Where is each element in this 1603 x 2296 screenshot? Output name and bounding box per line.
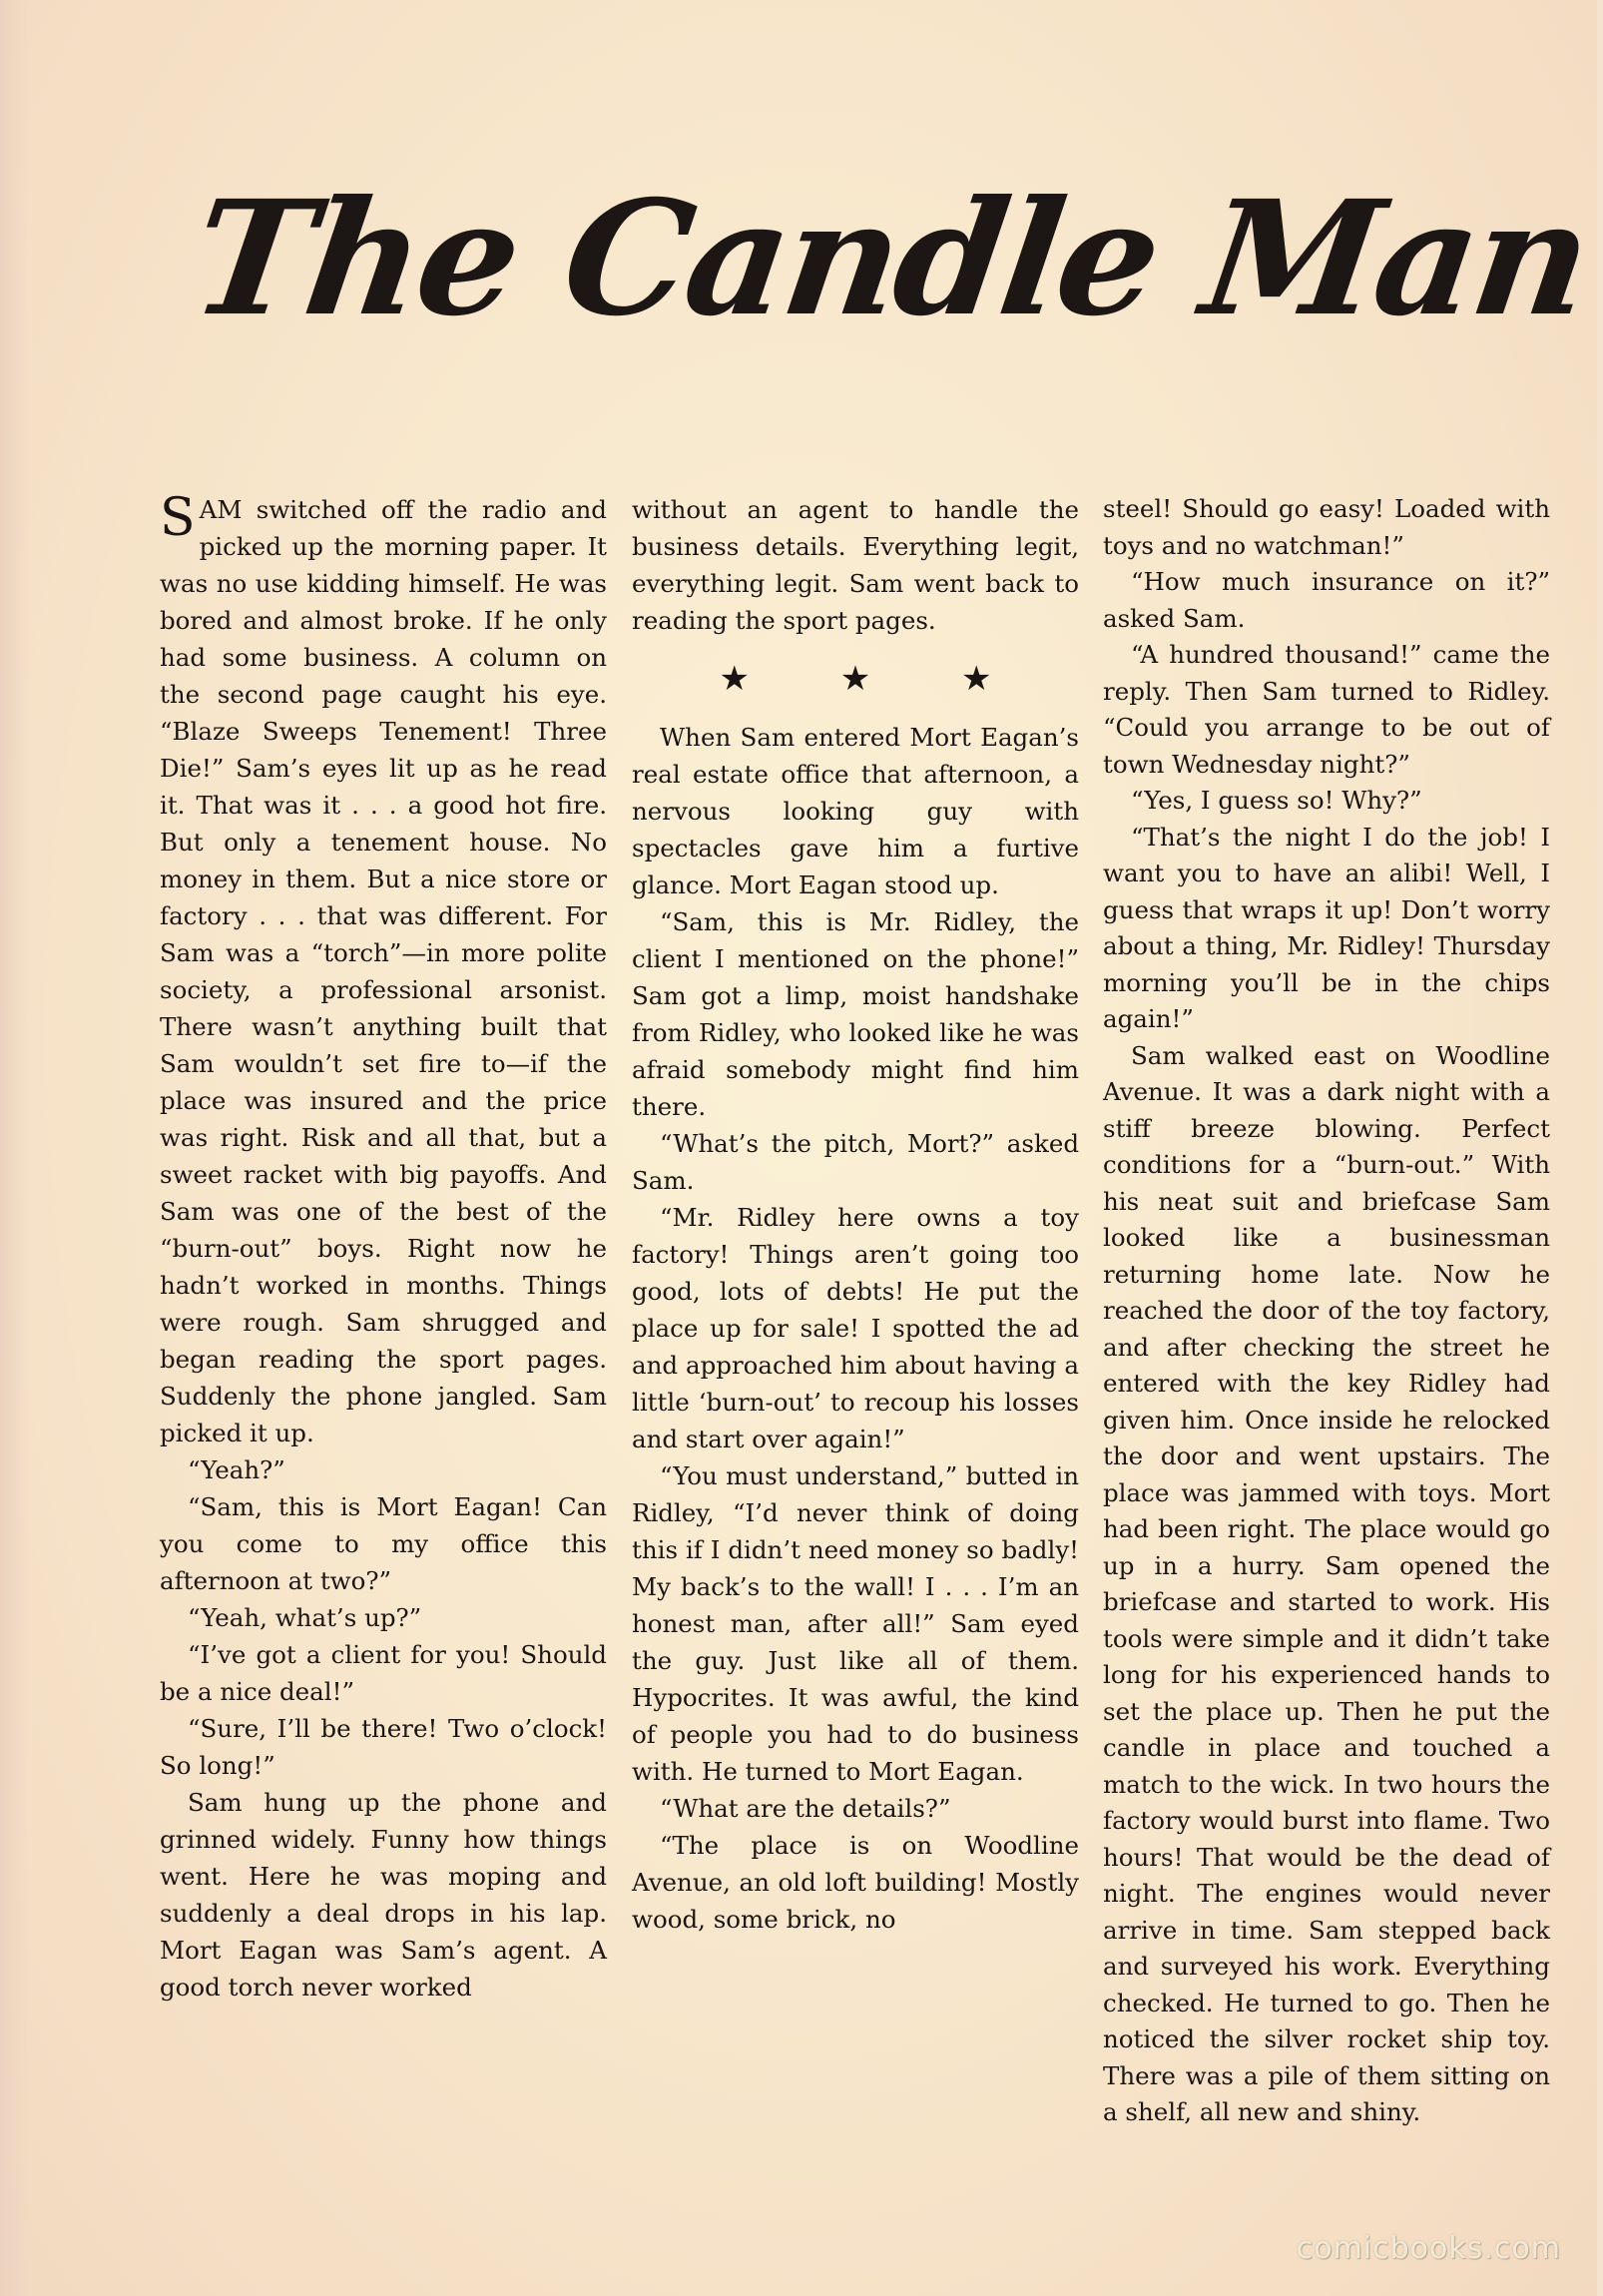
paragraph: “Yes, I guess so! Why?” <box>1131 786 1422 815</box>
paragraph: “You must understand,” butted in Ridley, “I’d never think of doing this if I didn’t need money so badly! My back’s to the wall! I . . . I’m an honest man, after all!” Sam eyed the guy. Just like all of them. Hypocrites. It was awful, the kind of people you had to do business with. He turned to Mort Eagan. <box>632 1461 1079 1786</box>
paragraph: Sam hung up the phone and grinned widely. Funny how things went. Here he was moping and suddenly a deal drops in his lap. Mort Eagan was Sam’s agent. A good torch never worked <box>160 1788 607 2002</box>
paragraph: “What are the details?” <box>660 1794 951 1823</box>
paragraph: “Sam, this is Mr. Ridley, the client I mentioned on the phone!” Sam got a limp, moist handshake from Ridley, who looked like he was afraid somebody might find him there. <box>632 907 1079 1121</box>
paragraph: “How much insurance on it?” asked Sam. <box>1103 567 1550 633</box>
drop-cap: S <box>160 488 196 548</box>
paragraph: “That’s the night I do the job! I want you to have an alibi! Well, I guess that wraps it up! Don’t worry about a thing, Mr. Ridley! Thursday morning you’ll be in the chips again!” <box>1103 822 1550 1033</box>
paragraph: “What’s the pitch, Mort?” asked Sam. <box>632 1129 1079 1195</box>
site-watermark: comicbooks.com <box>1296 2231 1561 2266</box>
section-break-stars: ★ ★ ★ <box>719 659 1032 699</box>
story-title: The Candle Man <box>182 167 1599 351</box>
paragraph: “The place is on Woodline Avenue, an old loft building! Mostly wood, some brick, no <box>632 1831 1079 1934</box>
paragraph: “Sam, this is Mort Eagan! Can you come to my office this afternoon at two?” <box>160 1492 607 1595</box>
text-column-3 <box>1103 491 1550 2126</box>
paragraph: without an agent to handle the business details. Everything legit, everything legit. Sam went back to reading the sport pages. <box>632 495 1079 635</box>
paragraph: steel! Should go easy! Loaded with toys and no watchman!” <box>1103 494 1550 560</box>
paragraph: “Yeah?” <box>188 1455 285 1484</box>
page-edge <box>0 0 30 2296</box>
paragraph: When Sam entered Mort Eagan’s real estate office that afternoon, a nervous looking guy with spectacles gave him a furtive glance. Mort Eagan stood up. <box>632 723 1079 899</box>
paragraph: “A hundred thousand!” came the reply. Then Sam turned to Ridley. “Could you arrange to be out of town Wednesday night?” <box>1103 640 1550 779</box>
text-column-1 <box>160 488 607 2058</box>
text-column-2 <box>632 491 1079 2058</box>
paragraph: Sam walked east on Woodline Avenue. It was a dark night with a stiff breeze blowing. Perfect conditions for a “burn-out.” With his neat suit and briefcase Sam looked like a businessman returning home late. Now he reached the door of the toy factory, and after checking the street he entered with the key Ridley had given him. Once inside he relocked the door and went upstairs. The place was jammed with toys. Mort had been right. The place would go up in a hurry. Sam opened the briefcase and started to work. His tools were simple and it didn’t take long for his experienced hands to set the place up. Then he put the candle in place and touched a match to the wick. In two hours the factory would burst into flame. Two hours! That would be the dead of night. The engines would never arrive in time. Sam stepped back and surveyed his work. Everything checked. He turned to go. Then he noticed the silver rocket ship toy. There was a pile of them sitting on a shelf, all new and shiny. <box>1103 1040 1550 2126</box>
paragraph: “I’ve got a client for you! Should be a nice deal!” <box>160 1640 607 1706</box>
paragraph: “Mr. Ridley here owns a toy factory! Things aren’t going too good, lots of debts! He put the place up for sale! I spotted the ad and approached him about having a little ‘burn-out’ to recoup his losses and start over again!” <box>632 1203 1079 1453</box>
paragraph: “Yeah, what’s up?” <box>188 1603 422 1632</box>
paragraph: “Sure, I’ll be there! Two o’clock! So long!” <box>160 1714 607 1780</box>
paragraph-text: AM switched off the radio and picked up the morning paper. It was no use kidding himself. He was bored and almost broke. If he only had some business. A column on the second page caught his eye. “Blaze Sweeps Tenement! Three Die!” Sam’s eyes lit up as he read it. That was it . . . a good hot fire. But only a tenement house. No money in them. But a nice store or factory . . . that was different. For Sam was a “torch”—in more polite society, a professional arsonist. There wasn’t anything built that Sam wouldn’t set fire to—if the place was insured and the price was right. Risk and all that, but a sweet racket with big payoffs. And Sam was one of the best of the “burn-out” boys. Right now he hadn’t worked in months. Things were rough. Sam shrugged and began reading the sport pages. Suddenly the phone jangled. Sam picked it up. <box>160 495 607 1447</box>
paragraph <box>160 488 607 1451</box>
